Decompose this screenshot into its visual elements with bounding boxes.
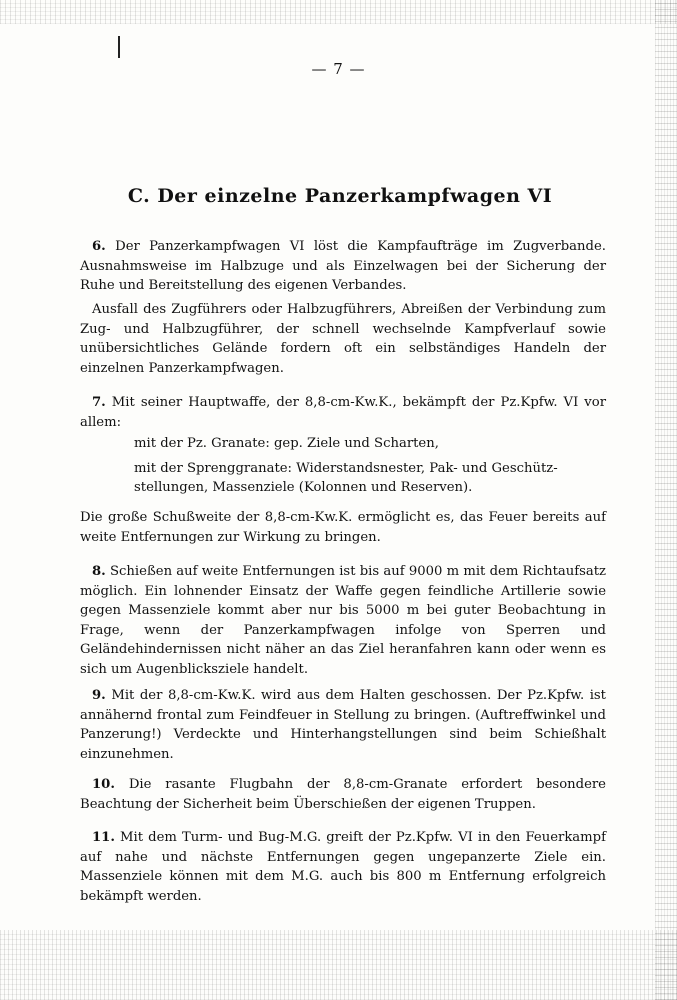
paragraph-text: Der Panzerkampfwagen VI löst die Kampfaufträge im Zugverbande. Ausnahmsweise im Halbzuge und als Einzelwagen bei der Sicherung der Ruhe und Bereitstellung des eigenen Verbandes. bbox=[80, 239, 606, 293]
scan-noise-top bbox=[0, 0, 677, 24]
list-item-sprenggranate: mit der Sprenggranate: Widerstandsnester, Pak- und Geschütz- bbox=[134, 461, 558, 476]
paragraph-7 bbox=[80, 393, 606, 432]
paragraph-number: 8. bbox=[92, 564, 106, 579]
list-item-sprenggranate-cont: stellungen, Massenziele (Kolonnen und Reserven). bbox=[134, 480, 473, 495]
paragraph-text: Die große Schußweite der 8,8-cm-Kw.K. ermöglicht es, das Feuer bereits auf weite Entfernungen zur Wirkung zu bringen. bbox=[80, 510, 606, 545]
page-number: — 7 — bbox=[311, 60, 366, 78]
paragraph-text: Die rasante Flugbahn der 8,8-cm-Granate erfordert besondere Beachtung der Sicherheit beim Überschießen der eigenen Truppen. bbox=[80, 777, 606, 812]
paragraph-6b bbox=[80, 300, 606, 378]
paragraph-number: 9. bbox=[92, 688, 106, 703]
paragraph-7b bbox=[80, 508, 606, 547]
paragraph-text: Mit seiner Hauptwaffe, der 8,8-cm-Kw.K., bekämpft der Pz.Kpfw. VI vor allem: bbox=[80, 395, 606, 430]
paragraph-10 bbox=[80, 775, 606, 814]
margin-mark bbox=[118, 36, 120, 58]
paragraph-text: Mit dem Turm- und Bug-M.G. greift der Pz.Kpfw. VI in den Feuerkampf auf nahe und nächste Entfernungen gegen ungepanzerte Ziele ein. Massenziele können mit dem M.G. auch bis 800 m Entfernung erfolgreich bekämpft werden. bbox=[80, 830, 606, 904]
paragraph-number: 6. bbox=[92, 239, 106, 254]
paragraph-number: 10. bbox=[92, 777, 115, 792]
paragraph-11 bbox=[80, 828, 606, 906]
paragraph-9 bbox=[80, 686, 606, 764]
paragraph-number: 11. bbox=[92, 830, 115, 845]
paragraph-text: Ausfall des Zugführers oder Halbzugführers, Abreißen der Verbindung zum Zug- und Halbzugführer, der schnell wechselnde Kampfverlauf sowie unübersichtliches Gelände fordern oft ein selbständiges Handeln der einzelnen Panzerkampfwagen. bbox=[80, 302, 606, 376]
list-item-granate: mit der Pz. Granate: gep. Ziele und Scharten, bbox=[134, 436, 439, 451]
paragraph-number: 7. bbox=[92, 395, 106, 410]
section-heading: C. Der einzelne Panzerkampfwagen VI bbox=[127, 185, 553, 207]
paragraph-6 bbox=[80, 237, 606, 296]
scan-noise-right bbox=[655, 0, 677, 1000]
paragraph-text: Mit der 8,8-cm-Kw.K. wird aus dem Halten geschossen. Der Pz.Kpfw. ist annähernd frontal zum Feindfeuer in Stellung zu bringen. (Auftreffwinkel und Panzerung!) Verdeckte und Hinterhangstellungen sind beim Schießhalt einzunehmen. bbox=[80, 688, 606, 762]
scan-noise-bottom bbox=[0, 930, 677, 1000]
paragraph-8 bbox=[80, 562, 606, 679]
paragraph-text: Schießen auf weite Entfernungen ist bis auf 9000 m mit dem Richtaufsatz möglich. Ein lohnender Einsatz der Waffe gegen feindliche Artillerie sowie gegen Massenziele kommt aber nur bis 5000 m bei guter Beobachtung in Frage, wenn der Panzerkampfwagen infolge von Sperren und Geländehindernissen nicht näher an das Ziel heranfahren kann oder wenn es sich um Augenblicksziele handelt. bbox=[80, 564, 606, 677]
